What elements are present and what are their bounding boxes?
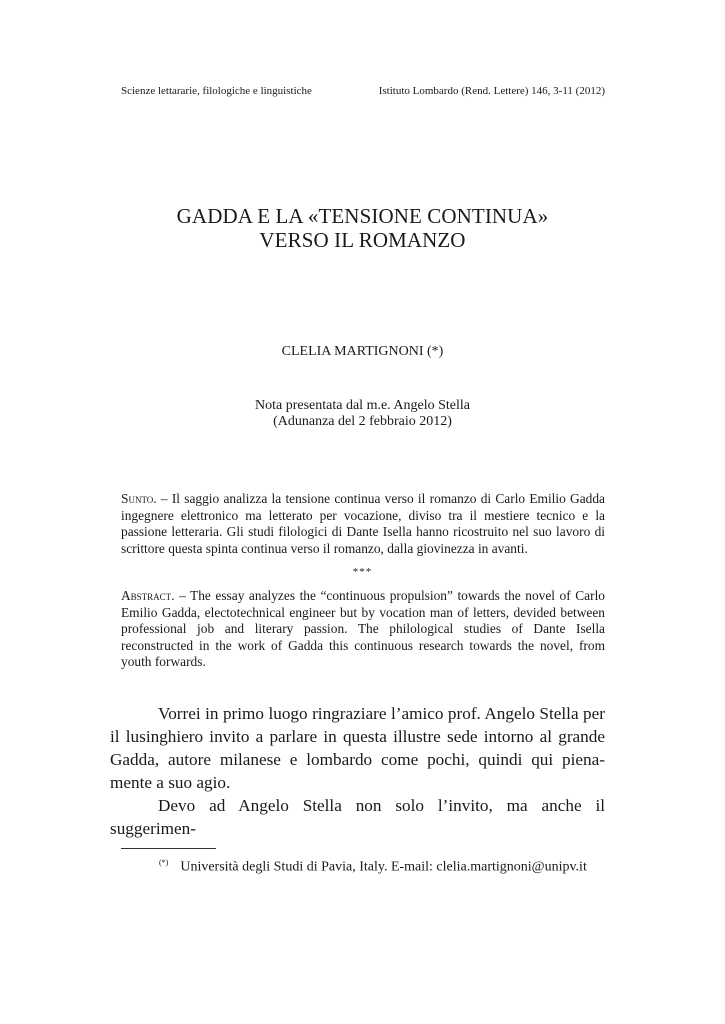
sunto-label: Sunto. — [121, 491, 157, 506]
running-head — [121, 85, 605, 97]
sunto-paragraph — [121, 491, 605, 557]
running-head-section: Scienze lettararie, filologiche e linguistiche — [121, 85, 312, 97]
abstract-paragraph — [121, 588, 605, 671]
sunto-text: – Il saggio analizza la tensione continua verso il romanzo di Carlo Emilio Gadda ingegnere elettronico ma letterato per vocazione, diviso tra il mestiere tecnico e la passione letteraria. Gli studi filologici di Dante Isella hanno ricostruito nel suo lavoro di scrittore questa spinta continua verso il romanzo, dalla giovinezza in avanti. — [121, 491, 605, 556]
presentation-note — [0, 398, 725, 430]
note-line-2: (Adunanza del 2 febbraio 2012) — [273, 414, 452, 429]
note-line-1: Nota presentata dal m.e. Angelo Stella — [255, 398, 470, 413]
running-head-citation: Istituto Lombardo (Rend. Lettere) 146, 3-11 (2012) — [378, 85, 605, 97]
footnote-rule — [121, 848, 216, 849]
abstract-text: – The essay analyzes the “continuous propulsion” towards the novel of Carlo Emilio Gadda, electotechnical engineer but by vocation man of letters, devided between professional job and literary passion. The philological studies of Dante Isella reconstructed in the work of Gadda this continuous research towards the novel, from youth forwards. — [121, 588, 605, 669]
body-paragraph-1: Vorrei in primo luogo ringraziare l’amico prof. Angelo Stella per il lusinghiero invito a parlare in questa illustre sede intorno al grande Gadda, autore milanese e lombardo come pochi, quindi qui piena-mente a suo agio. — [110, 704, 605, 792]
section-separator: *** — [352, 566, 373, 578]
body-paragraph-2: Devo ad Angelo Stella non solo l’invito, ma anche il suggerimen- — [110, 796, 605, 838]
abstract-label: Abstract. — [121, 588, 175, 603]
body-text — [110, 702, 605, 840]
footnote-mark: (*) — [159, 858, 169, 867]
footnote-text: Università degli Studi di Pavia, Italy. E-mail: clelia.martignoni@unipv.it — [180, 859, 587, 875]
title-line-1: GADDA E LA «TENSIONE CONTINUA» — [176, 204, 549, 228]
author-name: CLELIA MARTIGNONI (*) — [281, 344, 444, 359]
article-title — [0, 204, 725, 252]
title-line-2: VERSO IL ROMANZO — [259, 228, 466, 252]
footnote — [159, 858, 587, 876]
